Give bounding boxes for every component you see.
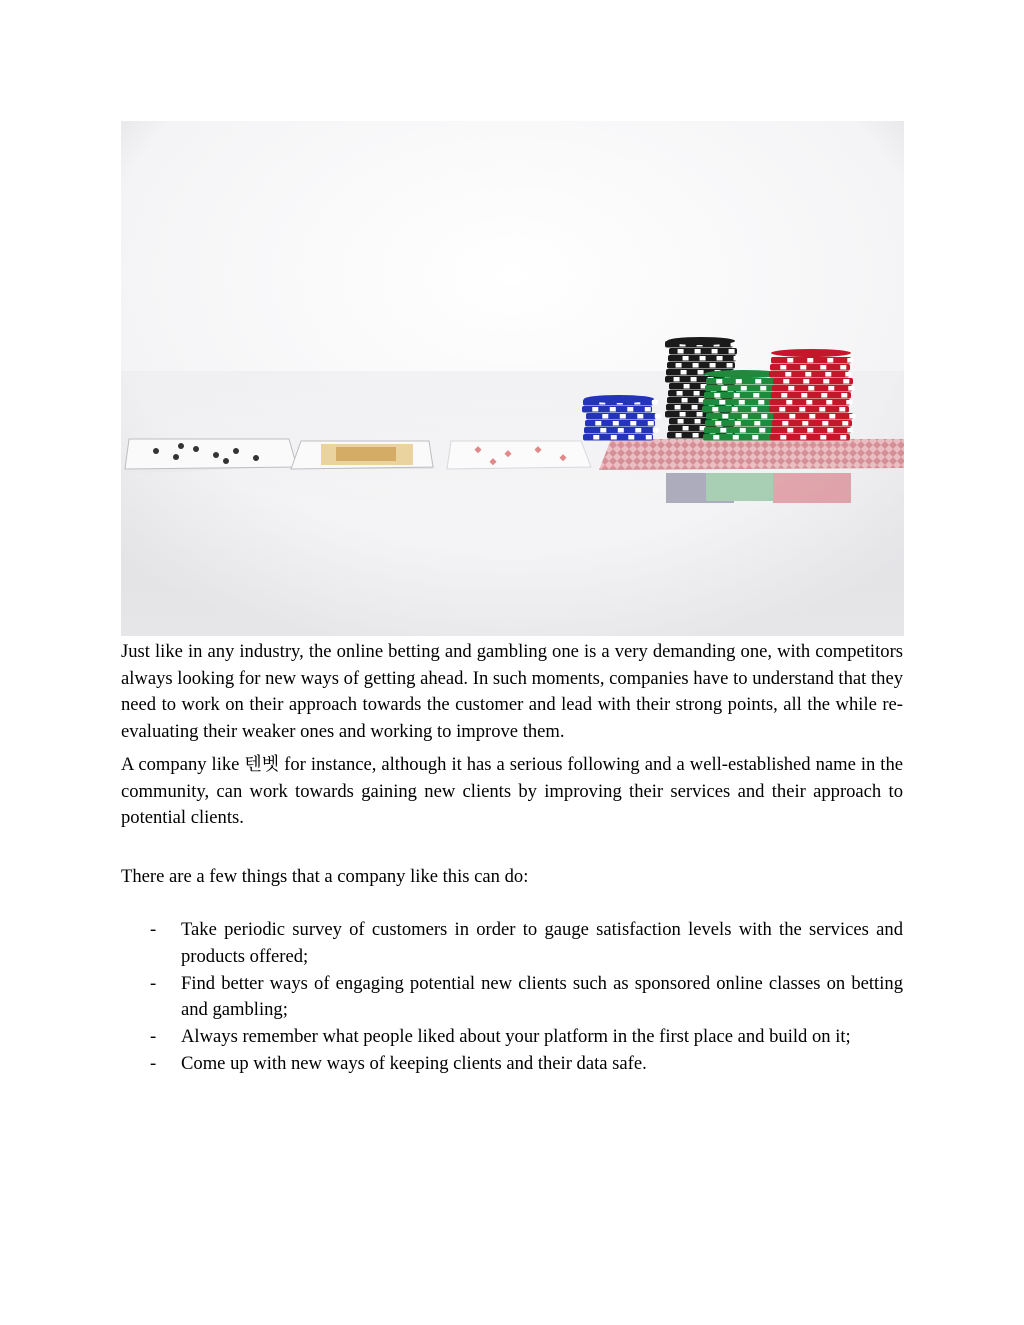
list-marker: - <box>150 1053 157 1074</box>
list-marker: - <box>150 972 157 994</box>
brand-name: 텐벳 <box>244 754 280 775</box>
table-reflection <box>666 473 851 503</box>
playing-card-face <box>291 441 435 469</box>
list-marker: - <box>150 1026 157 1047</box>
company-paragraph-end: for instance, although it has a serious following and a well-established name in the community, can work towards gaining new clients by improving their services and their approach to potential clients. <box>121 754 903 828</box>
company-paragraph <box>121 752 903 832</box>
list-item <box>121 1024 903 1051</box>
list-item-text: Always remember what people liked about your platform in the first place and build on it; <box>181 1026 851 1047</box>
company-paragraph-start: A company like <box>121 754 245 775</box>
photo-illustration <box>121 121 904 636</box>
playing-card-diamonds <box>447 441 591 469</box>
poker-chips-and-cards-photo-icon <box>121 121 904 636</box>
list-item-text: Find better ways of engaging potential new clients such as sponsored online classes on betting and gambling; <box>181 972 903 1020</box>
list-marker: - <box>150 919 157 940</box>
list-item <box>121 971 903 1024</box>
list-item-text: Take periodic survey of customers in order to gauge satisfaction levels with the services and products offered; <box>181 919 903 967</box>
card-back-stack <box>599 439 904 470</box>
list-item-text: Come up with new ways of keeping clients and their data safe. <box>181 1053 647 1074</box>
list-item <box>121 917 903 970</box>
list-intro-paragraph: There are a few things that a company like this can do: <box>121 866 529 887</box>
recommendations-list <box>121 917 903 1078</box>
list-item <box>121 1051 903 1078</box>
intro-paragraph: Just like in any industry, the online betting and gambling one is a very demanding one, with competitors always looking for new ways of getting ahead. In such moments, companies have to understand that they need to work on their approach towards the customer and lead with their strong points, all the while re-evaluating their weaker ones and working to improve them. <box>121 641 903 742</box>
